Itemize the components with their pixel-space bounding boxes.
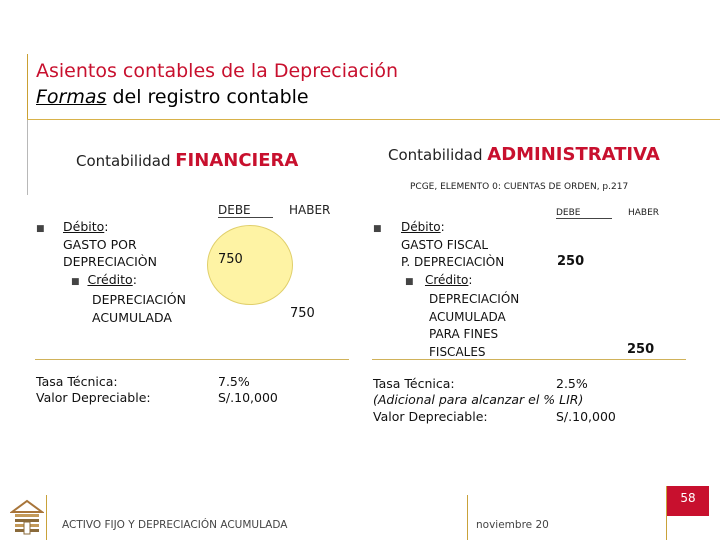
administrativa-valor-value: S/.10,000 — [556, 409, 616, 424]
square-bullet-icon: ■ — [405, 276, 414, 287]
footer-text: ACTIVO FIJO Y DEPRECIACIÓN ACUMULADA — [62, 519, 288, 531]
administrativa-adicional-text: (Adicional para alcanzar el % LIR) — [373, 392, 584, 407]
administrativa-haber-header: HABER — [628, 208, 660, 218]
subtitle-emphasis: Formas — [36, 86, 107, 108]
financiera-debito-line2: DEPRECIACIÒN — [63, 254, 157, 269]
financiera-rule — [35, 359, 349, 360]
administrativa-credito: ■ Crédito: — [405, 272, 473, 287]
page-title: Asientos contables de la Depreciación — [36, 60, 399, 82]
financiera-debe-value: 750 — [218, 252, 243, 267]
administrativa-valor-label: Valor Depreciable: — [373, 409, 488, 424]
financiera-credito: ■ Crédito: — [71, 271, 137, 287]
financiera-label: FINANCIERA — [175, 150, 299, 171]
building-logo-icon — [10, 498, 44, 538]
financiera-debe-header: DEBE — [218, 203, 273, 218]
financiera-heading — [76, 150, 298, 171]
credito-label: Crédito — [424, 272, 469, 287]
title-accent-line — [27, 54, 28, 120]
financiera-prefix: Contabilidad — [76, 152, 176, 170]
financiera-haber-header: HABER — [289, 203, 331, 217]
square-bullet-icon: ■ — [71, 276, 80, 287]
financiera-valor-label: Valor Depreciable: — [36, 390, 151, 405]
administrativa-debito: Débito: — [401, 220, 445, 234]
financiera-credito-line1: DEPRECIACIÓN — [92, 292, 186, 307]
administrativa-note: PCGE, ELEMENTO 0: CUENTAS DE ORDEN, p.217 — [410, 182, 629, 192]
financiera-valor-value: S/.10,000 — [218, 390, 278, 405]
credito-label: Crédito — [87, 271, 133, 287]
administrativa-label: ADMINISTRATIVA — [487, 144, 660, 165]
administrativa-credito-line3: PARA FINES — [429, 327, 499, 341]
square-bullet-icon: ■ — [373, 224, 382, 234]
administrativa-credito-line4: FISCALES — [429, 344, 486, 359]
administrativa-rule — [372, 359, 686, 360]
administrativa-entry — [401, 219, 551, 361]
administrativa-credito-line1: DEPRECIACIÓN — [429, 292, 520, 306]
financiera-info-labels — [36, 374, 151, 406]
left-divider — [27, 120, 28, 195]
debito-label: Débito — [63, 219, 105, 234]
administrativa-credito-line2: ACUMULADA — [429, 309, 506, 324]
financiera-debito-line1: GASTO POR — [63, 236, 137, 252]
title-divider — [27, 119, 720, 120]
financiera-info-values — [218, 374, 278, 406]
administrativa-heading — [388, 144, 660, 165]
administrativa-adicional — [373, 392, 583, 408]
square-bullet-icon: ■ — [36, 224, 45, 234]
administrativa-debe-header: DEBE — [556, 208, 612, 219]
page-number: 58 — [667, 486, 709, 516]
footer-date: noviembre 20 — [476, 519, 549, 531]
administrativa-tasa-value: 2.5% — [556, 376, 588, 391]
administrativa-debe-value: 250 — [557, 254, 585, 269]
administrativa-haber-value: 250 — [627, 342, 655, 357]
financiera-credito-line2: ACUMULADA — [92, 309, 172, 325]
footer-divider-middle — [467, 495, 468, 540]
financiera-debito: Débito: — [63, 219, 109, 234]
financiera-entry — [63, 218, 223, 326]
subtitle-rest: del registro contable — [106, 86, 309, 108]
financiera-haber-value: 750 — [290, 306, 315, 321]
administrativa-tasa-label: Tasa Técnica: — [373, 376, 455, 391]
administrativa-prefix: Contabilidad — [388, 146, 488, 164]
administrativa-debito-line2: P. DEPRECIACIÒN — [401, 255, 505, 269]
page-subtitle — [36, 86, 309, 108]
debito-label: Débito — [401, 220, 441, 234]
financiera-tasa-label: Tasa Técnica: — [36, 374, 118, 389]
administrativa-debito-line1: GASTO FISCAL — [401, 237, 489, 252]
financiera-tasa-value: 7.5% — [218, 374, 250, 389]
footer-divider-left — [46, 495, 47, 540]
